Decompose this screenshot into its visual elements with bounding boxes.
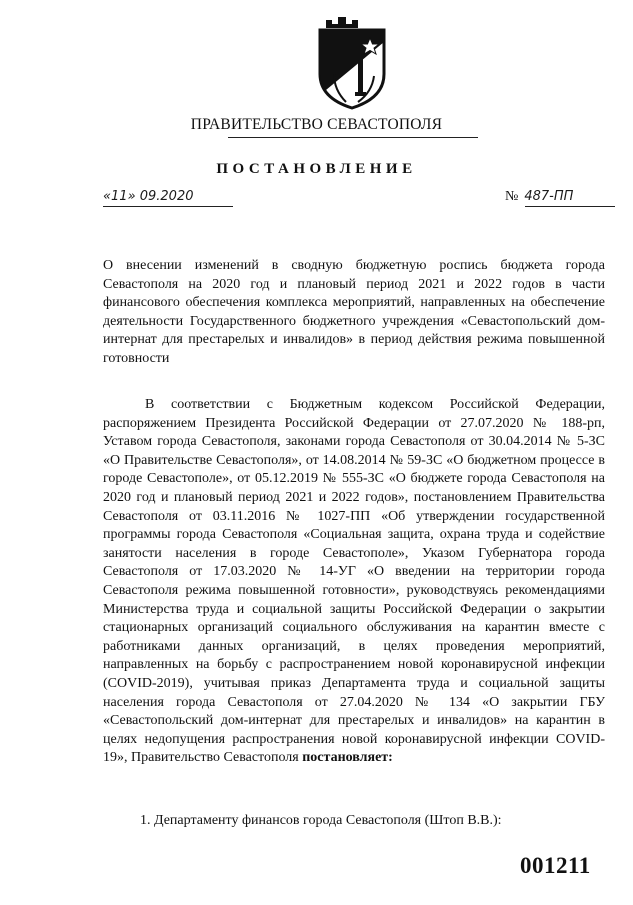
date-handwritten: «11» 09.2020 — [103, 189, 194, 204]
serial-number: 001211 — [520, 853, 591, 878]
list-item — [140, 812, 600, 831]
preamble-paragraph — [103, 396, 605, 768]
government-title: ПРАВИТЕЛЬСТВО СЕВАСТОПОЛЯ — [190, 116, 443, 133]
document-subject: О внесении изменений в сводную бюджетную роспись бюджета города Севастополя на 2020 год и плановый период 2021 и 2022 годов в части финансового обеспечения комплекса мероприятий, направленных на обеспечение деятельности Государственного бюджетного учреждения «Севастопольский дом-интернат для престарелых и инвалидов» в период действия режима повышенной готовности — [103, 258, 605, 366]
date-underline — [103, 206, 233, 207]
number-sign: № — [505, 189, 519, 204]
coat-of-arms-icon — [312, 14, 400, 110]
document-number — [505, 187, 615, 209]
preamble-decision: постановляет: — [302, 750, 393, 766]
preamble-text: В соответствии с Бюджетным кодексом Российской Федерации, распоряжением Президента Российской Федерации от 27.07.2020 № 188-рп, Уставом города Севастополя, законами города Севастополя от 30.04.2014 № 5-ЗС «О Правительстве Севастополя», от 14.08.2014 № 59-ЗС «О бюджетном процессе в городе Севастополе», от 05.12.2019 № 555-ЗС «О бюджете города Севастополя на 2020 год и плановый период 2021 и 2022 годов», постановлением Правительства Севастополя от 03.11.2016 № 1027-ПП «Об утверждении государственной программы города Севастополя «Социальная защита, охрана труда и содействие занятости населения в городе Севастополе», Указом Губернатора города Севастополя от 17.03.2020 № 14-УГ «О введении на территории города Севастополя режима повышенной готовности», руководствуясь рекомендациями Министерства труда и социальной защиты Российской Федерации о закрытии стационарных организаций социального обслуживания на карантин вместе с работниками данных организаций, в целях проведения мероприятий, направленных на борьбу с распространением новой коронавирусной инфекции (COVID-2019), учитывая приказ Департамента труда и социальной защиты населения города Севастополя от 27.04.2020 № 134 «О закрытии ГБУ «Севастопольский дом-интернат для престарелых и инвалидов» на карантин в целях недопущения распространения новой коронавирусной инфекции COVID-19», Правительство Севастополя — [103, 397, 605, 766]
document-type-heading: ПОСТАНОВЛЕНИЕ — [216, 161, 417, 177]
title-underline — [228, 137, 478, 138]
item-number: 1. — [140, 813, 151, 828]
document-date — [103, 187, 233, 209]
number-handwritten: 487-ПП — [524, 189, 574, 204]
number-underline — [525, 206, 615, 207]
item-text: Департаменту финансов города Севастополя (Штоп В.В.): — [154, 813, 502, 828]
